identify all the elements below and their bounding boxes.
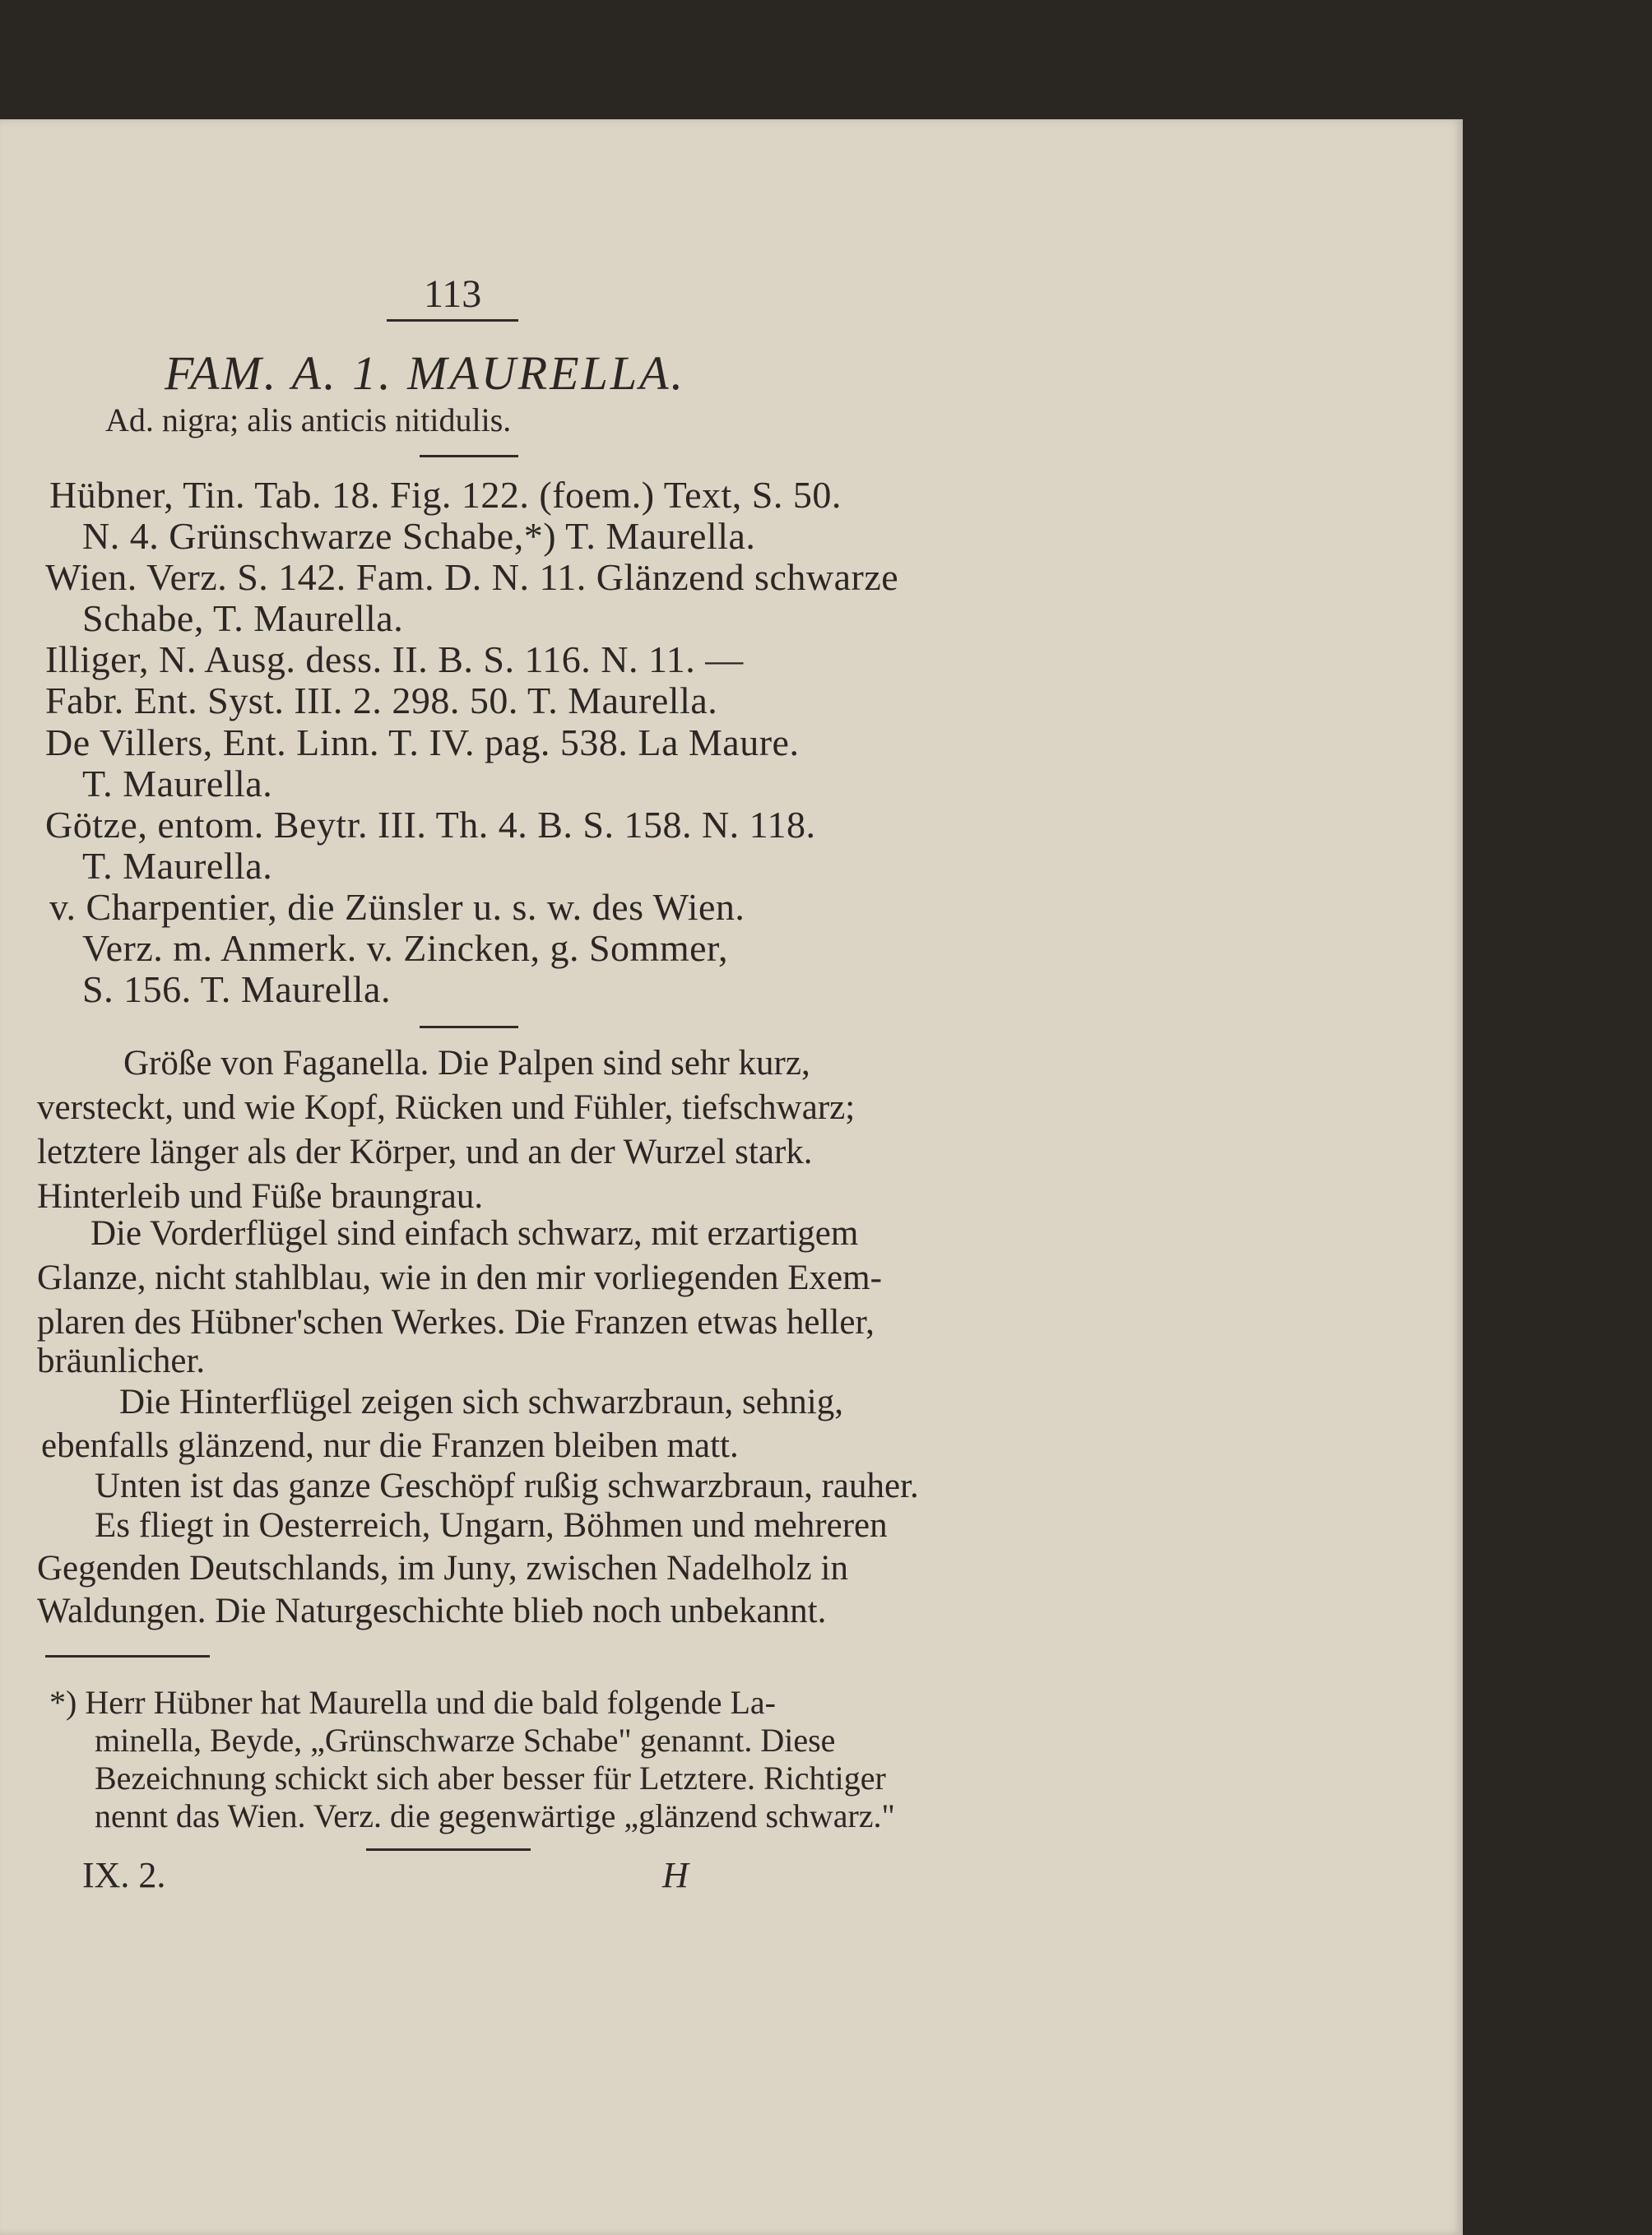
body-text-line: Größe von Faganella. Die Palpen sind sehr kurz, (123, 1044, 810, 1083)
reference-line: Fabr. Ent. Syst. III. 2. 298. 50. T. Maurella. (45, 679, 718, 721)
signature-rule (366, 1848, 531, 1851)
reference-line: S. 156. T. Maurella. (82, 968, 391, 1010)
reference-line: v. Charpentier, die Zünsler u. s. w. des Wien. (49, 886, 745, 928)
heading-rule (420, 455, 518, 457)
reference-line: De Villers, Ent. Linn. T. IV. pag. 538. La Maure. (45, 721, 800, 763)
reference-line: Hübner, Tin. Tab. 18. Fig. 122. (foem.) Text, S. 50. (49, 474, 842, 516)
reference-line: N. 4. Grünschwarze Schabe,*) T. Maurella. (82, 515, 756, 557)
footnote-line: Bezeichnung schickt sich aber besser für Letztere. Richtiger (95, 1760, 886, 1797)
body-text-line: plaren des Hübner'schen Werkes. Die Franzen etwas heller, (37, 1303, 875, 1342)
species-heading: FAM. A. 1. MAURELLA. (165, 346, 686, 400)
body-text-line: Gegenden Deutschlands, im Juny, zwischen Nadelholz in (37, 1549, 848, 1588)
body-text-line: versteckt, und wie Kopf, Rücken und Fühler, tiefschwarz; (37, 1088, 856, 1127)
body-text-line: Die Vorderflügel sind einfach schwarz, mit erzartigem (90, 1214, 859, 1253)
reference-line: T. Maurella. (82, 845, 273, 887)
scan-background-right (1463, 0, 1652, 2235)
body-text-line: bräunlicher. (37, 1342, 206, 1380)
body-text-line: Es fliegt in Oesterreich, Ungarn, Böhmen und mehreren (95, 1506, 888, 1545)
body-text-line: Die Hinterflügel zeigen sich schwarzbraun, sehnig, (119, 1383, 843, 1421)
footnote-line: nennt das Wien. Verz. die gegenwärtige „glänzend schwarz." (95, 1797, 895, 1834)
body-text-line: Waldungen. Die Naturgeschichte blieb noch unbekannt. (37, 1592, 827, 1630)
signature-mark: IX. 2. (82, 1855, 166, 1895)
scan-background-top (0, 0, 1652, 119)
page-number: 113 (424, 272, 482, 316)
reference-line: T. Maurella. (82, 763, 273, 805)
page-number-rule (387, 319, 518, 322)
footnote-line: *) Herr Hübner hat Maurella und die bald folgende La- (49, 1684, 776, 1721)
body-text-line: ebenfalls glänzend, nur die Franzen bleiben matt. (41, 1426, 739, 1465)
body-text-line: letztere länger als der Körper, und an der Wurzel stark. (37, 1133, 813, 1171)
reference-line: Wien. Verz. S. 142. Fam. D. N. 11. Glänzend schwarze (45, 556, 899, 598)
reference-line: Illiger, N. Ausg. dess. II. B. S. 116. N. 11. — (45, 638, 744, 680)
latin-diagnosis: Ad. nigra; alis anticis nitidulis. (105, 401, 512, 438)
body-text-line: Unten ist das ganze Geschöpf rußig schwarzbraun, rauher. (95, 1467, 919, 1505)
footnote-line: minella, Beyde, „Grünschwarze Schabe" genannt. Diese (95, 1722, 836, 1759)
reference-line: Verz. m. Anmerk. v. Zincken, g. Sommer, (82, 927, 729, 969)
footnote-rule (45, 1655, 210, 1658)
reference-line: Schabe, T. Maurella. (82, 597, 404, 639)
signature-letter: H (662, 1855, 689, 1895)
reference-line: Götze, entom. Beytr. III. Th. 4. B. S. 158. N. 118. (45, 804, 816, 846)
section-rule (420, 1026, 518, 1028)
body-text-line: Glanze, nicht stahlblau, wie in den mir vorliegenden Exem- (37, 1259, 882, 1297)
body-text-line: Hinterleib und Füße braungrau. (37, 1177, 484, 1216)
